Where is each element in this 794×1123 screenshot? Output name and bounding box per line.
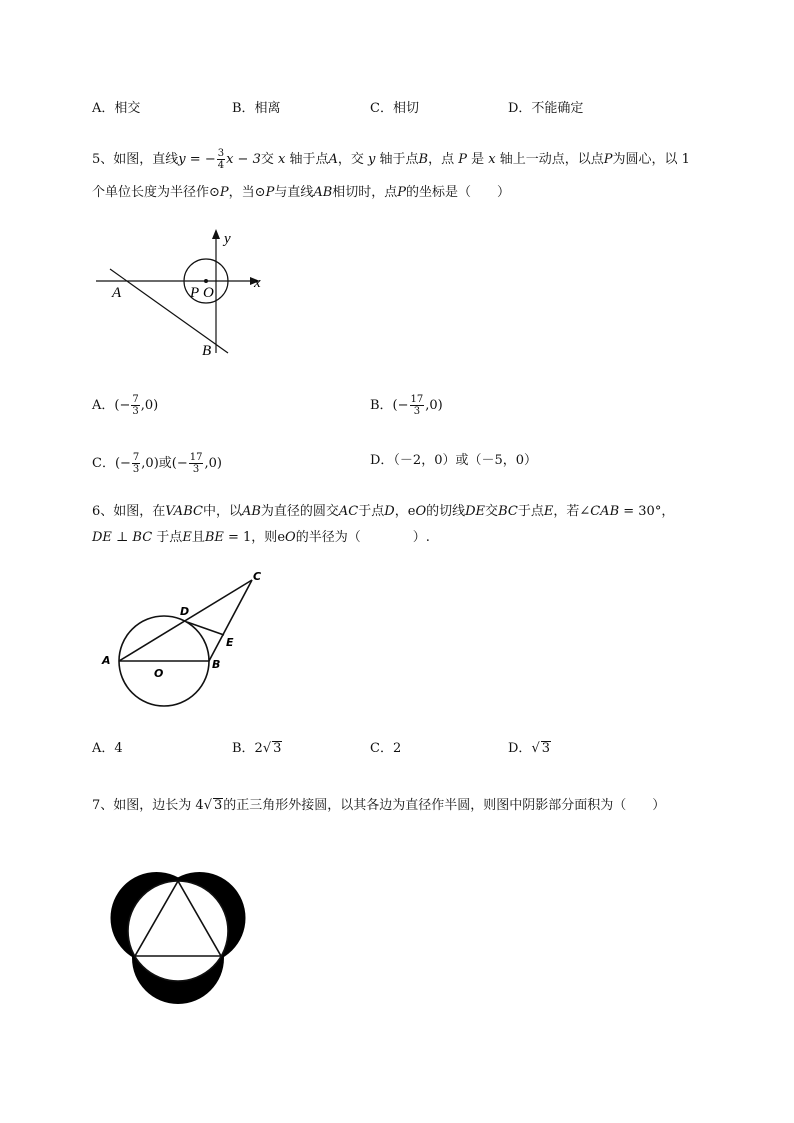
q6-text: 为直径的圆交 xyxy=(260,504,339,519)
q5-text: 为圆心，以 1 xyxy=(612,152,690,167)
q5-var-a: A xyxy=(328,152,338,167)
q5-opt-b-fraction xyxy=(410,394,425,417)
q5-var-p: P xyxy=(458,152,467,167)
q5-opt-c-num: 7 xyxy=(132,452,140,463)
q6-text: 的半径为（ ）. xyxy=(295,530,430,545)
q6-var-triangle: VABC xyxy=(165,504,203,519)
q4-option-d: D．不能确定 xyxy=(508,101,584,116)
q5-opt-b-prefix: B．(− xyxy=(370,398,409,413)
q5-stem-line2 xyxy=(92,184,510,202)
q6-var-e: E xyxy=(182,530,192,545)
q5-var-b: B xyxy=(418,152,429,167)
q6-text: 中，以 xyxy=(202,504,242,519)
q5-opt-c-fraction xyxy=(132,452,140,475)
q5-var-p: P xyxy=(603,152,613,167)
q5-stem-line1 xyxy=(92,148,690,171)
q5-line-ab xyxy=(110,269,228,353)
q5-var-x: x xyxy=(488,152,496,167)
q6-text: 于点 xyxy=(517,504,544,519)
q5-label-x: x xyxy=(254,275,261,291)
q5-eq-fraction xyxy=(217,148,225,171)
q6-var-de: DE xyxy=(92,530,112,545)
q6-var-be: BE xyxy=(204,530,224,545)
q5-label-p: P xyxy=(190,285,200,301)
q5-var-y: y xyxy=(368,152,376,167)
q6-var-de: DE xyxy=(465,504,486,519)
q5-label-o: O xyxy=(203,285,214,301)
q5-y-arrow xyxy=(212,229,220,239)
q5-var-ab: AB xyxy=(313,185,333,200)
q4-option-c: C．相切 xyxy=(370,101,419,116)
q5-opt-b-den: 3 xyxy=(413,406,421,417)
q5-option-d: D．（－2，0）或（－5，0） xyxy=(370,453,538,468)
q6-var-d: D xyxy=(384,504,395,519)
q6-text: = 30°， xyxy=(619,504,675,519)
q5-point-p xyxy=(204,279,208,283)
q6-text: 交 xyxy=(485,504,499,519)
q6-text: ， xyxy=(394,504,408,519)
q6-number: 6、 xyxy=(92,504,114,519)
q5-eq-num: 3 xyxy=(217,148,225,159)
q5-number: 5、 xyxy=(92,152,114,167)
q6-option-a: A．4 xyxy=(92,741,123,756)
q5-var-p: P xyxy=(265,185,275,200)
q7-text: 的正三角形外接圆，以其各边为直径作半圆，则图中阴影部分面积为（ ） xyxy=(223,798,666,813)
q4-option-a: A．相交 xyxy=(92,101,141,116)
q5-text: ，交 xyxy=(337,152,369,167)
q6-text: ⊥ xyxy=(111,530,133,545)
q6-label-c: C xyxy=(253,570,262,583)
q6-opt-d-radicand: 3 xyxy=(541,741,551,756)
q5-opt-a-fraction xyxy=(131,394,139,417)
q5-opt-a-den: 3 xyxy=(132,406,139,417)
q7-sqrt: √ 3 xyxy=(203,798,223,813)
q7-figure xyxy=(100,860,260,1020)
q6-var-bc: BC xyxy=(132,530,153,545)
q6-circle-symbol: e xyxy=(407,504,416,519)
q5-eq-y: y xyxy=(178,152,186,167)
q6-stem-line1 xyxy=(92,503,674,521)
q4-option-b: B．相离 xyxy=(232,101,281,116)
q5-var-x: x xyxy=(278,152,286,167)
q5-label-a: A xyxy=(112,285,122,301)
q5-text: 个单位长度为半径作⊙ xyxy=(92,185,220,200)
q5-option-c xyxy=(92,452,222,475)
q6-option-b xyxy=(232,740,282,758)
q5-opt-b-suffix: ,0) xyxy=(425,398,443,413)
q6-circle-symbol: e xyxy=(277,530,286,545)
q6-var-ab: AB xyxy=(241,504,261,519)
q5-text: 轴上一动点，以点 xyxy=(495,152,604,167)
q5-opt-a-num: 7 xyxy=(132,394,139,405)
q6-text: 且 xyxy=(191,530,205,545)
q7-number: 7、 xyxy=(92,798,114,813)
q5-option-a xyxy=(92,394,158,417)
q6-text: 如图，在 xyxy=(113,504,166,519)
q5-label-b: B xyxy=(202,343,212,359)
q5-eq-sign: = − xyxy=(185,152,216,167)
q5-option-b xyxy=(370,394,443,417)
q5-opt-c-den2: 3 xyxy=(192,464,200,475)
q5-text: 轴于点 xyxy=(285,152,329,167)
q6-opt-b-radicand: 3 xyxy=(273,741,282,756)
q5-opt-c-fraction2 xyxy=(189,452,204,475)
q5-text: 交 xyxy=(260,152,278,167)
q5-figure xyxy=(90,225,280,365)
q5-opt-c-mid: ,0)或(− xyxy=(141,456,188,471)
q5-text: ，当⊙ xyxy=(228,185,266,200)
q6-tangent-de xyxy=(187,622,224,635)
q6-text: ，若∠ xyxy=(553,504,591,519)
q6-label-o: O xyxy=(154,667,164,680)
q5-opt-a-suffix: ,0) xyxy=(140,398,159,413)
q5-eq-den: 4 xyxy=(217,160,225,171)
q7-stem xyxy=(92,797,665,815)
q6-var-cab: CAB xyxy=(590,504,620,519)
q6-stem-line2 xyxy=(92,529,430,547)
q6-label-a: A xyxy=(102,654,111,667)
q6-label-b: B xyxy=(212,658,221,671)
q5-opt-c-prefix: C．(− xyxy=(92,456,131,471)
q6-var-o: O xyxy=(285,530,296,545)
q5-text: 轴于点 xyxy=(375,152,419,167)
q5-var-p: P xyxy=(219,185,229,200)
q5-opt-b-num: 17 xyxy=(410,394,424,405)
q7-text: 如图，边长为 4 xyxy=(113,798,204,813)
q5-opt-c-suffix: ,0) xyxy=(204,456,222,471)
q6-option-c: C．2 xyxy=(370,741,402,756)
q6-opt-d-sqrt: √ 3 xyxy=(531,741,551,756)
q5-text: 如图，直线 xyxy=(113,152,179,167)
q5-text: 是 xyxy=(466,152,489,167)
q6-var-o: O xyxy=(415,504,427,519)
q6-var-e: E xyxy=(543,504,554,519)
q6-label-d: D xyxy=(180,605,190,618)
q5-opt-a-prefix: A．(− xyxy=(92,398,131,413)
q6-opt-d-label: D． xyxy=(508,741,532,756)
q5-text: ，点 xyxy=(428,152,459,167)
q5-opt-c-den: 3 xyxy=(132,464,140,475)
q6-var-ac: AC xyxy=(338,504,359,519)
q5-var-p: P xyxy=(397,185,407,200)
q6-var-bc: BC xyxy=(498,504,518,519)
q6-figure xyxy=(92,568,282,708)
q6-text: 于点 xyxy=(358,504,385,519)
q5-text: 相切时，点 xyxy=(332,185,398,200)
q6-opt-b-sqrt: √ 3 xyxy=(262,741,282,756)
q6-text: 于点 xyxy=(152,530,183,545)
q7-radicand: 3 xyxy=(213,798,223,813)
q5-label-y: y xyxy=(224,231,231,247)
q5-text: 的坐标是（ ） xyxy=(406,185,511,200)
q6-opt-b-label: B．2 xyxy=(232,741,263,756)
q5-opt-c-num2: 17 xyxy=(189,452,203,463)
q6-text: 的切线 xyxy=(426,504,466,519)
q5-text: 与直线 xyxy=(274,185,314,200)
q6-option-d xyxy=(508,740,551,758)
q6-text: = 1，则 xyxy=(223,530,278,545)
q5-eq-rest: x − 3 xyxy=(226,152,261,167)
q6-label-e: E xyxy=(226,636,234,649)
